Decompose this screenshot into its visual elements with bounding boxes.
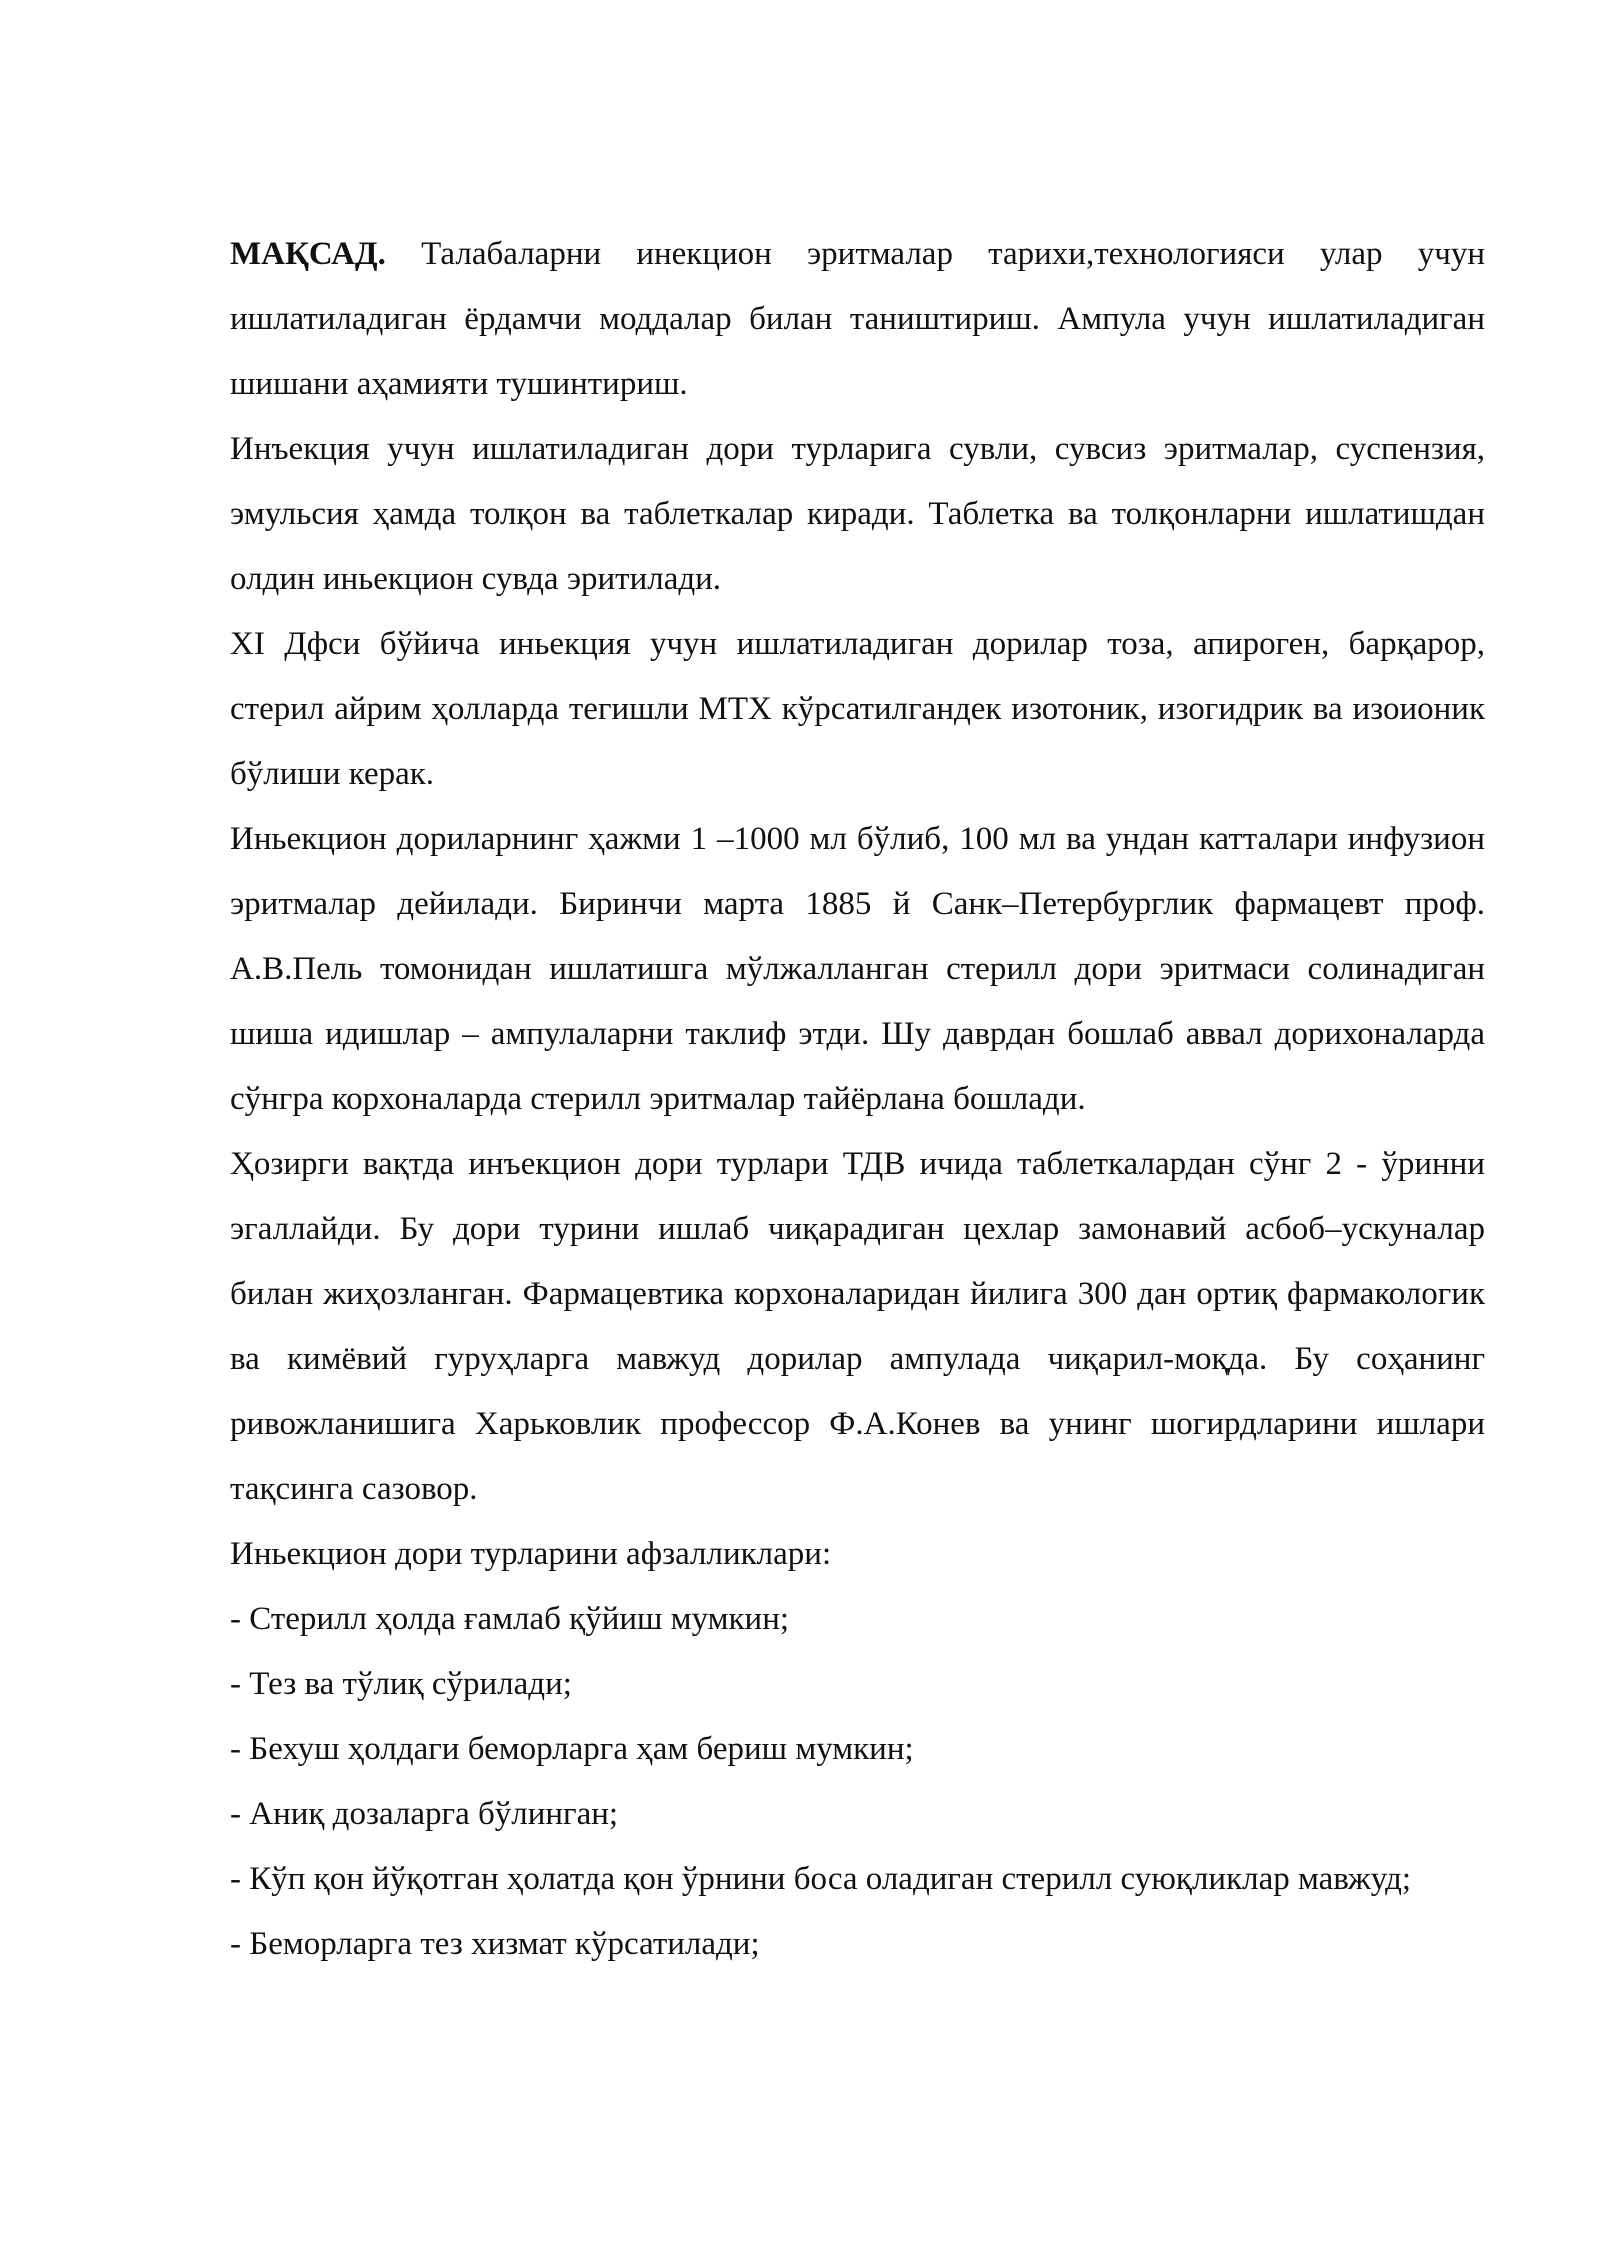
paragraph-history: Иньекцион дориларнинг ҳажми 1 –1000 мл бўлиб, 100 мл ва ундан катталари инфузион эритмалар дейилади. Биринчи марта 1885 й Санк–Петербурглик фармацевт проф. А.В.Пель томонидан ишлатишга мўлжалланган стерилл дори эритмаси солинадиган шиша идишлар – ампулаларни таклиф этди. Шу даврдан бошлаб аввал дорихоналарда сўнгра корхоналарда стерилл эритмалар тайёрлана бошлади. (230, 821, 1485, 1117)
list-item: - Тез ва тўлиқ сўрилади; (230, 1666, 572, 1702)
list-item: - Кўп қон йўқотган ҳолатда қон ўрнини боса оладиган стерилл суюқликлар мавжуд; (230, 1861, 1412, 1897)
objective-text: Талабаларни инекцион эритмалар тарихи,технологияси улар учун ишлатиладиган ёрдамчи моддалар билан таништириш. Ампула учун ишлатиладиган шишани аҳамияти тушинтириш. (230, 236, 1485, 402)
paragraph-requirements: XI Дфси бўйича иньекция учун ишлатиладиган дорилар тоза, апироген, барқарор, стерил айрим ҳолларда тегишли МТХ кўрсатилгандек изотоник, изогидрик ва изоионик бўлиши керак. (230, 626, 1485, 792)
objective-paragraph (230, 222, 1485, 417)
objective-label: МАҚСАД. (230, 236, 386, 272)
list-item: - Бехуш ҳолдаги беморларга ҳам бериш мумкин; (230, 1731, 914, 1767)
list-item: - Аниқ дозаларга бўлинган; (230, 1796, 619, 1832)
document-page (230, 222, 1485, 1977)
list-item: - Стерилл ҳолда ғамлаб қўйиш мумкин; (230, 1601, 790, 1637)
advantages-list (230, 1587, 1485, 1977)
list-item: - Беморларга тез хизмат кўрсатилади; (230, 1926, 760, 1962)
paragraph-injection-forms: Инъекция учун ишлатиладиган дори турларига сувли, сувсиз эритмалар, суспензия, эмульсия ҳамда толқон ва таблеткалар киради. Таблетка ва толқонларни ишлатишдан олдин иньекцион сувда эритилади. (230, 431, 1485, 597)
advantages-heading: Иньекцион дори турларини афзалликлари: (230, 1536, 832, 1572)
paragraph-current-state: Ҳозирги вақтда инъекцион дори турлари ТДВ ичида таблеткалардан сўнг 2 - ўринни эгаллайди. Бу дори турини ишлаб чиқарадиган цехлар замонавий асбоб–ускуналар билан жиҳозланган. Фармацевтика корхоналаридан йилига 300 дан ортиқ фармакологик ва кимёвий гуруҳларга мавжуд дорилар ампулада чиқарил-моқда. Бу соҳанинг ривожланишига Харьковлик профессор Ф.А.Конев ва унинг шогирдларини ишлари тақсинга сазовор. (230, 1146, 1485, 1507)
